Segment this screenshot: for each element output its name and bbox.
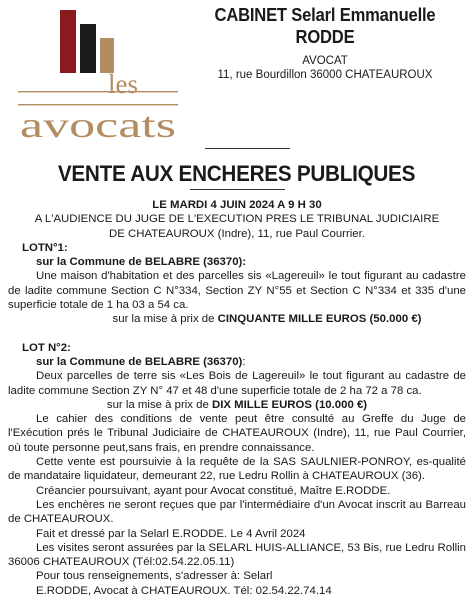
paragraph-bids: Les enchères ne seront reçues que par l'intermédiaire d'un Avocat inscrit au Barreau de CHATEAUROUX.: [8, 498, 466, 526]
lot2-commune-suffix: :: [242, 355, 246, 368]
les-avocats-logo: [18, 8, 183, 143]
lot2-price-prefix: sur la mise à prix de: [106, 398, 212, 411]
venue-line1: A L'AUDIENCE DU JUGE DE L'EXECUTION PRES LE TRIBUNAL JUDICIAIRE: [34, 213, 440, 226]
lot2-description: Deux parcelles de terre sis «Les Bois de Lagereuil» le tout figurant au cadastre de ladite commune Section ZY N° 47 et 48 d'une superficie totale de 2 ha 72 a 78 ca.: [8, 370, 466, 397]
lot2-heading: LOT N°2:: [22, 341, 71, 354]
logo-pillar-tan: [100, 38, 114, 73]
firm-role: AVOCAT: [302, 55, 348, 67]
notice-title: VENTE AUX ENCHERES PUBLIQUES: [57, 161, 416, 186]
lot1-description: Une maison d'habitation et des parcelles sis «Lagereuil» le tout figurant au cadastre de ladite commune Section C N°334, Section ZY N°55 et Section C N°334 et 335 d'une superficie totale de 1 ha 03 a 54 ca.: [8, 270, 466, 312]
firm-address: 11, rue Bourdillon 36000 CHATEAUROUX: [217, 69, 433, 81]
lot1-heading: LOTN°1:: [22, 241, 68, 254]
title-divider: [190, 189, 285, 190]
paragraph-signature: Fait et dressé par la Selarl E.RODDE. Le 4 Avril 2024: [36, 527, 306, 540]
contact-line: E.RODDE, Avocat à CHATEAUROUX. Tél: 02.54.22.74.14: [36, 584, 332, 597]
logo-text-les: les: [108, 69, 138, 99]
lot1-price-line: [8, 312, 466, 326]
firm-block: [190, 4, 460, 82]
lot2-price: DIX MILLE EUROS (10.000 €): [212, 398, 368, 411]
header: [0, 0, 473, 150]
venue-line2: DE CHATEAUROUX (Indre), 11, rue Paul Courrier.: [109, 227, 365, 240]
lot2-commune: sur la Commune de BELABRE (36370): [36, 355, 243, 368]
logo-text-avocats: avocats: [20, 105, 176, 143]
logo-rule-top: [18, 91, 178, 92]
header-divider: [205, 148, 290, 149]
firm-name-line2: RODDE: [295, 27, 355, 47]
lot2-price-line: [8, 398, 466, 412]
paragraph-conditions: Le cahier des conditions de vente peut être consulté au Greffe du Juge de l'Exécution prés le Tribunal Judiciaire de CHATEAUROUX (Indre), 11, rue Paul Courrier, où toute personne peut,sans frais, en prendre connaissance.: [8, 413, 466, 454]
notice-body: [8, 198, 466, 598]
lot1-commune: sur la Commune de BELABRE (36370):: [36, 256, 247, 269]
lot1-price: CINQUANTE MILLE EUROS (50.000 €): [217, 313, 422, 326]
paragraph-requester: Cette vente est poursuivie à la requête de la SAS SAULNIER-PONROY, es-qualité de mandataire liquidateur, demeurant 22, rue Ledru Rollin à CHATEAUROUX (36).: [8, 456, 466, 483]
paragraph-visits: Les visites seront assurées par la SELARL HUIS-ALLIANCE, 53 Bis, rue Ledru Rollin 36006 CHATEAUROUX (Tél:02.54.22.05.11): [8, 541, 466, 569]
lot2-commune-line: [8, 355, 466, 369]
paragraph-info: Pour tous renseignements, s'adresser à: Selarl: [36, 570, 273, 583]
sale-date: LE MARDI 4 JUIN 2024 A 9 H 30: [152, 199, 322, 211]
firm-name-line1: CABINET Selarl Emmanuelle: [214, 5, 436, 25]
logo-pillar-red: [60, 10, 76, 73]
paragraph-creditor: Créancier poursuivant, ayant pour Avocat constitué, Maître E.RODDE.: [36, 484, 391, 497]
lot1-price-prefix: sur la mise à prix de: [112, 313, 218, 326]
logo-pillar-black: [80, 24, 96, 73]
